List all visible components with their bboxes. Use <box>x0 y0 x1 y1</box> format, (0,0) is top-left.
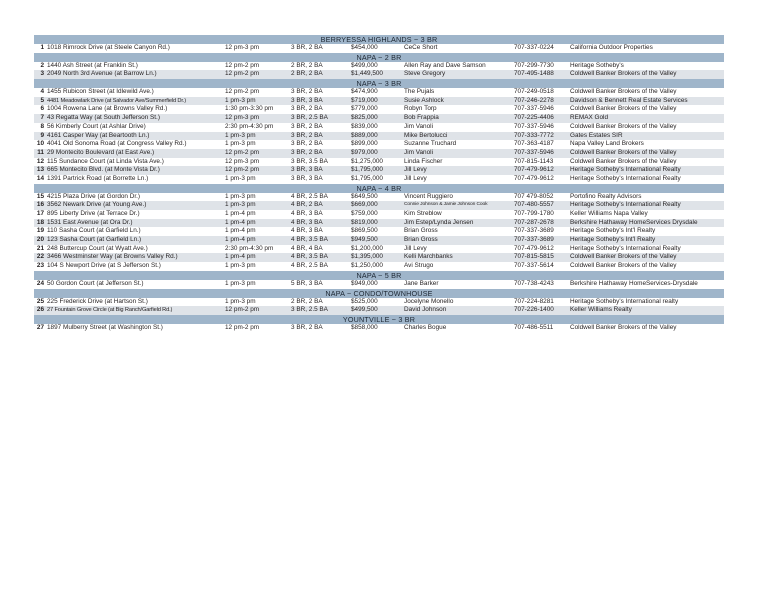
listing-address: 225 Frederick Drive (at Hartson St.) <box>47 297 148 305</box>
open-house-time: 2:30 pm-4:30 pm <box>225 244 274 252</box>
listing-price: $1,275,000 <box>351 157 383 165</box>
open-house-time: 1 pm-3 pm <box>225 201 256 209</box>
listing-agent: Bob Frappia <box>404 114 439 122</box>
listing-size: 2 BR, 2 BA <box>291 61 323 69</box>
listing-price: $1,395,000 <box>351 253 383 261</box>
listing-price: $1,250,000 <box>351 262 383 270</box>
listing-agent: Jocelyne Monello <box>404 297 454 305</box>
listing-brokerage: Coldwell Banker Brokers of the Valley <box>570 88 677 96</box>
agent-phone: 707-815-1143 <box>514 157 554 165</box>
listing-brokerage: Portofino Realty Advisors <box>570 192 642 200</box>
listing-address: 4041 Old Sonoma Road (at Congress Valley Rd.) <box>47 140 187 148</box>
open-house-listings <box>34 35 724 333</box>
listing-price: $779,000 <box>351 105 378 113</box>
listing-size: 5 BR, 3 BA <box>291 279 323 287</box>
listing-address: 27 Fountain Grove Circle (at Big Ranch/Garfield Rd.) <box>47 307 173 314</box>
listing-agent: Suzanne Truchard <box>404 140 457 148</box>
listing-address: 1897 Mulberry Street (at Washington St.) <box>47 323 163 331</box>
listing-size: 2 BR, 2 BA <box>291 297 323 305</box>
listing-address: 56 Kimberly Court (at Ashlar Drive) <box>47 122 146 130</box>
listing-row <box>34 88 724 97</box>
listing-row <box>34 210 724 219</box>
open-house-time: 12 pm-3 pm <box>225 114 260 122</box>
listing-price: $649,500 <box>351 192 378 200</box>
listing-agent: Jill Levy <box>404 174 427 182</box>
listing-address: 1531 East Avenue (at Ora Dr.) <box>47 218 133 226</box>
listing-row <box>34 44 724 53</box>
listing-address: 3562 Newark Drive (at Young Ave.) <box>47 201 147 209</box>
listing-brokerage: Coldwell Banker Brokers of the Valley <box>570 148 677 156</box>
listing-number: 19 <box>36 227 44 235</box>
listing-agent: Mike Bertolucci <box>404 131 448 139</box>
listing-agent: Jim Vanoli <box>404 122 434 130</box>
agent-phone: 707-337-5946 <box>514 148 554 156</box>
listing-address: 895 Liberty Drive (at Terrace Dr.) <box>47 210 140 217</box>
section-header: YOUNTVILLE ~ 3 BR <box>34 315 724 324</box>
listing-row <box>34 253 724 262</box>
listing-number: 27 <box>36 323 44 331</box>
listing-row <box>34 158 724 167</box>
listing-brokerage: Heritage Sotheby's Int'l Realty <box>570 227 656 235</box>
listing-number: 12 <box>36 157 44 165</box>
agent-phone: 707-226-1400 <box>514 306 554 314</box>
open-house-time: 1 pm-3 pm <box>225 297 256 305</box>
listing-brokerage: Keller Williams Napa Valley <box>570 210 648 217</box>
open-house-time: 1 pm-4 pm <box>225 253 256 261</box>
listing-row <box>34 298 724 307</box>
agent-phone: 707-486-5511 <box>514 323 554 331</box>
open-house-time: 12 pm-2 pm <box>225 88 260 96</box>
listing-row <box>34 193 724 202</box>
listing-agent: Charles Bogue <box>404 323 447 331</box>
listing-brokerage: Davidson & Bennett Real Estate Services <box>570 96 688 104</box>
listing-address: 1391 Partrick Road (at Borrette Ln.) <box>47 174 149 182</box>
listing-address: 104 S Newport Drive (at S Jefferson St.) <box>47 262 161 270</box>
listing-agent: Jane Barker <box>404 279 439 287</box>
listing-agent: David Johnson <box>404 306 447 314</box>
listing-size: 3 BR, 2 BA <box>291 105 323 113</box>
open-house-time: 12 pm-2 pm <box>225 306 260 314</box>
open-house-time: 1 pm-4 pm <box>225 210 256 217</box>
listing-agent: Jill Levy <box>404 166 427 174</box>
listing-row <box>34 280 724 289</box>
listing-address: 4161 Casper Way (at Beartooth Ln.) <box>47 131 150 139</box>
listing-brokerage: Coldwell Banker Brokers of the Valley <box>570 262 677 270</box>
listing-agent: Allen Ray and Dave Samson <box>404 61 486 69</box>
listing-address: 1440 Ash Street (at Franklin St.) <box>47 61 138 69</box>
listing-number: 6 <box>40 105 44 113</box>
listing-row <box>34 140 724 149</box>
listing-address: 1018 Rimrock Drive (at Steele Canyon Rd.) <box>47 44 170 51</box>
listing-agent: The Pujals <box>404 88 435 96</box>
agent-phone: 707-225-4406 <box>514 114 554 122</box>
listing-price: $1,449,500 <box>351 70 383 78</box>
listing-row <box>34 175 724 184</box>
listing-price: $499,500 <box>351 306 378 314</box>
open-house-time: 1 pm-3 pm <box>225 96 256 104</box>
listing-size: 4 BR, 3.5 BA <box>291 253 328 261</box>
open-house-time: 2:30 pm-4:30 pm <box>225 122 274 130</box>
listing-size: 4 BR, 2 BA <box>291 201 323 209</box>
agent-phone: 707-479-9612 <box>514 244 554 252</box>
listing-number: 2 <box>40 61 44 69</box>
listing-number: 4 <box>40 88 44 96</box>
listing-size: 4 BR, 3 BA <box>291 227 323 235</box>
open-house-time: 12 pm-2 pm <box>225 166 260 174</box>
listing-address: 43 Regatta Way (at South Jefferson St.) <box>47 114 160 122</box>
agent-phone: 707-480-5557 <box>514 201 554 209</box>
listing-row <box>34 105 724 114</box>
open-house-time: 1:30 pm-3:30 pm <box>225 105 274 113</box>
listing-size: 4 BR, 3.5 BA <box>291 236 328 244</box>
agent-phone: 707-224-8281 <box>514 297 554 305</box>
listing-size: 3 BR, 2.5 BA <box>291 306 328 314</box>
listing-address: 29 Montecito Boulevard (at East Ave.) <box>47 148 155 156</box>
listing-brokerage: Gates Estates SIR <box>570 131 623 139</box>
agent-phone: 707-799-1780 <box>514 210 554 217</box>
open-house-time: 12 pm-3 pm <box>225 44 260 51</box>
listing-row <box>34 219 724 228</box>
open-house-time: 1 pm-3 pm <box>225 262 256 270</box>
listing-size: 3 BR, 3 BA <box>291 96 323 104</box>
listing-brokerage: Heritage Sotheby's Int'l Realty <box>570 236 656 244</box>
listing-brokerage: Coldwell Banker Brokers of the Valley <box>570 253 677 261</box>
listing-price: $889,000 <box>351 131 378 139</box>
open-house-time: 12 pm-2 pm <box>225 323 260 331</box>
listing-size: 4 BR, 3 BA <box>291 218 323 226</box>
agent-phone: 707-299-7730 <box>514 61 554 69</box>
listing-price: $525,000 <box>351 297 378 305</box>
listing-size: 3 BR, 2 BA <box>291 122 323 130</box>
listing-agent: Kelli Marchbanks <box>404 253 453 261</box>
listing-price: $1,795,000 <box>351 174 383 182</box>
listing-row <box>34 166 724 175</box>
listing-row <box>34 149 724 158</box>
agent-phone: 707-815-5815 <box>514 253 554 261</box>
listing-row <box>34 70 724 79</box>
listing-price: $949,500 <box>351 236 378 244</box>
listing-number: 17 <box>36 210 44 217</box>
listing-agent: Jill Levy <box>404 244 427 252</box>
listing-agent: Brian Gross <box>404 236 438 244</box>
listing-address: 2049 North 3rd Avenue (at Barrow Ln.) <box>47 70 157 78</box>
listing-address: 665 Montecito Blvd. (at Monte Vista Dr.) <box>47 166 160 174</box>
listing-number: 5 <box>40 96 44 104</box>
listing-size: 3 BR, 2.5 BA <box>291 114 328 122</box>
section-header: BERRYESSA HIGHLANDS ~ 3 BR <box>34 35 724 44</box>
listing-price: $869,500 <box>351 227 378 235</box>
section-header: NAPA ~ CONDO/TOWNHOUSE <box>34 289 724 298</box>
listing-brokerage: Coldwell Banker Brokers of the Valley <box>570 157 677 165</box>
listing-number: 3 <box>40 70 44 78</box>
listing-price: $759,000 <box>351 210 378 217</box>
agent-phone: 707-337-3689 <box>514 236 554 244</box>
listing-price: $719,000 <box>351 96 378 104</box>
listing-price: $899,000 <box>351 140 378 148</box>
agent-phone: 707-337-5946 <box>514 122 554 130</box>
open-house-time: 12 pm-2 pm <box>225 148 260 156</box>
listing-size: 2 BR, 2 BA <box>291 70 323 78</box>
listing-size: 3 BR, 2 BA <box>291 148 323 156</box>
listing-row <box>34 123 724 132</box>
open-house-time: 1 pm-3 pm <box>225 131 256 139</box>
section-header: NAPA ~ 2 BR <box>34 53 724 62</box>
listing-number: 25 <box>36 297 44 305</box>
listing-size: 3 BR, 2 BA <box>291 140 323 148</box>
agent-phone: 707-337-0224 <box>514 44 554 51</box>
listing-number: 14 <box>36 174 44 182</box>
listing-number: 21 <box>36 244 44 252</box>
listing-brokerage: Heritage Sotheby's International realty <box>570 297 679 305</box>
listing-price: $669,000 <box>351 201 378 209</box>
listing-brokerage: Napa Valley Land Brokers <box>570 140 644 148</box>
listing-size: 4 BR, 4 BA <box>291 244 323 252</box>
listing-agent: Steve Gregory <box>404 70 446 78</box>
agent-phone: 707 479-8052 <box>514 192 554 200</box>
listing-price: $474,900 <box>351 88 378 96</box>
listing-address: 50 Gordon Court (at Jefferson St.) <box>47 279 144 287</box>
listing-agent: Robyn Torp <box>404 105 437 113</box>
listing-brokerage: Heritage Sotheby's <box>570 61 624 69</box>
listing-number: 24 <box>36 279 44 287</box>
listing-price: $839,000 <box>351 122 378 130</box>
listing-price: $979,000 <box>351 148 378 156</box>
listing-number: 20 <box>36 236 44 244</box>
listing-size: 3 BR, 3 BA <box>291 166 323 174</box>
listing-price: $454,000 <box>351 44 378 51</box>
listing-agent: Linda Fischer <box>404 157 443 165</box>
agent-phone: 707-249-0518 <box>514 88 554 96</box>
listing-brokerage: Berkshire Hathaway HomeServices Drysdale <box>570 218 698 226</box>
agent-phone: 707-479-9612 <box>514 166 554 174</box>
listing-row <box>34 306 724 315</box>
listing-agent: Susie Ashlock <box>404 96 444 104</box>
listing-agent: Avi Strugo <box>404 262 434 270</box>
listing-agent: Vincent Ruggiero <box>404 192 453 200</box>
listing-row <box>34 236 724 245</box>
listing-row <box>34 97 724 106</box>
open-house-time: 1 pm-3 pm <box>225 140 256 148</box>
listing-number: 18 <box>36 218 44 226</box>
listing-price: $1,795,000 <box>351 166 383 174</box>
listing-number: 8 <box>40 122 44 130</box>
open-house-time: 1 pm-4 pm <box>225 236 256 244</box>
listing-brokerage: Coldwell Banker Brokers of the Valley <box>570 105 677 113</box>
listing-number: 15 <box>36 192 44 200</box>
listing-address: 123 Sasha Court (at Garfield Ln.) <box>47 236 142 244</box>
listing-row <box>34 324 724 333</box>
listing-brokerage: Keller Williams Realty <box>570 306 632 314</box>
listing-address: 4481 Meadowlark Drive (at Salvador Ave/Summerfield Dr.) <box>47 97 186 104</box>
listing-number: 1 <box>40 44 44 51</box>
listing-address: 1455 Rubicon Street (at Idlewild Ave.) <box>47 88 154 96</box>
listing-brokerage: Coldwell Banker Brokers of the Valley <box>570 70 677 78</box>
listing-row <box>34 227 724 236</box>
listing-number: 16 <box>36 201 44 209</box>
section-header: NAPA ~ 5 BR <box>34 271 724 280</box>
listing-number: 23 <box>36 262 44 270</box>
open-house-time: 12 pm-2 pm <box>225 61 260 69</box>
listing-row <box>34 62 724 71</box>
listing-price: $1,200,000 <box>351 244 383 252</box>
listing-number: 9 <box>40 131 44 139</box>
listing-brokerage: Heritage Sotheby's International Realty <box>570 166 681 174</box>
listing-number: 22 <box>36 253 44 261</box>
listing-number: 11 <box>37 148 44 156</box>
listing-size: 4 BR, 2.5 BA <box>291 192 328 200</box>
agent-phone: 707-287-2678 <box>514 218 554 226</box>
agent-phone: 707-333-7772 <box>514 131 554 139</box>
open-house-time: 1 pm-4 pm <box>225 227 256 235</box>
listing-size: 3 BR, 2 BA <box>291 323 323 331</box>
listing-number: 10 <box>36 140 44 148</box>
listing-size: 4 BR, 3 BA <box>291 210 323 217</box>
agent-phone: 707-479-9612 <box>514 174 554 182</box>
listing-brokerage: Coldwell Banker Brokers of the Valley <box>570 122 677 130</box>
agent-phone: 707-337-3689 <box>514 227 554 235</box>
listing-brokerage: Coldwell Banker Brokers of the Valley <box>570 323 677 331</box>
listing-address: 115 Sundance Court (at Linda Vista Ave.) <box>47 157 164 165</box>
open-house-time: 12 pm-3 pm <box>225 157 260 165</box>
listing-number: 7 <box>40 114 44 122</box>
section-header: NAPA ~ 4 BR <box>34 184 724 193</box>
listing-brokerage: Heritage Sotheby's International Realty <box>570 174 681 182</box>
open-house-time: 1 pm-3 pm <box>225 174 256 182</box>
agent-phone: 707-363-4187 <box>514 140 554 148</box>
listing-agent: Kim Streblow <box>404 210 442 217</box>
agent-phone: 707-738-4243 <box>514 279 554 287</box>
listing-brokerage: Heritage Sotheby's International Realty <box>570 201 681 209</box>
listing-brokerage: REMAX Gold <box>570 114 609 122</box>
listing-brokerage: California Outdoor Properties <box>570 44 653 51</box>
open-house-time: 1 pm-3 pm <box>225 279 256 287</box>
listing-agent: Jim Vanoli <box>404 148 434 156</box>
agent-phone: 707-495-1488 <box>514 70 554 78</box>
listing-price: $949,000 <box>351 279 378 287</box>
section-header: NAPA ~ 3 BR <box>34 79 724 88</box>
listing-address: 248 Buttercup Court (at Wyatt Ave.) <box>47 244 148 252</box>
listing-row <box>34 114 724 123</box>
listing-price: $499,000 <box>351 61 378 69</box>
listing-number: 26 <box>36 306 44 314</box>
listing-row <box>34 201 724 210</box>
open-house-time: 12 pm-2 pm <box>225 70 260 78</box>
open-house-time: 1 pm-4 pm <box>225 218 256 226</box>
listing-size: 3 BR, 2 BA <box>291 131 323 139</box>
listing-brokerage: Berkshire Hathaway HomeServices-Drysdale <box>570 279 698 287</box>
listing-size: 3 BR, 3.5 BA <box>291 157 328 165</box>
agent-phone: 707-337-5946 <box>514 105 554 113</box>
listing-price: $819,000 <box>351 218 378 226</box>
listing-size: 3 BR, 3 BA <box>291 174 323 182</box>
listing-address: 1004 Rowena Lane (at Browns Valley Rd.) <box>47 105 168 113</box>
listing-agent: Connie Johnson & Jamie Johnson Cook <box>404 202 488 208</box>
listing-size: 3 BR, 2 BA <box>291 88 323 96</box>
listing-price: $858,000 <box>351 323 378 331</box>
listing-row <box>34 262 724 271</box>
listing-brokerage: Heritage Sotheby's International Realty <box>570 244 681 252</box>
listing-number: 13 <box>36 166 44 174</box>
listing-address: 3466 Westminster Way (at Browns Valley Rd.) <box>47 253 178 261</box>
listing-size: 3 BR, 2 BA <box>291 44 323 51</box>
listing-agent: Jim Estep/Lynda Jensen <box>404 218 474 226</box>
listing-address: 4215 Plaza Drive (at Gordon Dr.) <box>47 192 141 200</box>
listing-row <box>34 132 724 141</box>
agent-phone: 707-246-2278 <box>514 96 554 104</box>
listing-agent: Brian Gross <box>404 227 438 235</box>
open-house-time: 1 pm-3 pm <box>225 192 256 200</box>
listing-price: $825,000 <box>351 114 378 122</box>
listing-row <box>34 245 724 254</box>
agent-phone: 707-337-5614 <box>514 262 554 270</box>
listing-agent: CeCe Short <box>404 44 438 51</box>
listing-size: 4 BR, 2.5 BA <box>291 262 328 270</box>
listing-address: 110 Sasha Court (at Garfield Ln.) <box>47 227 141 235</box>
